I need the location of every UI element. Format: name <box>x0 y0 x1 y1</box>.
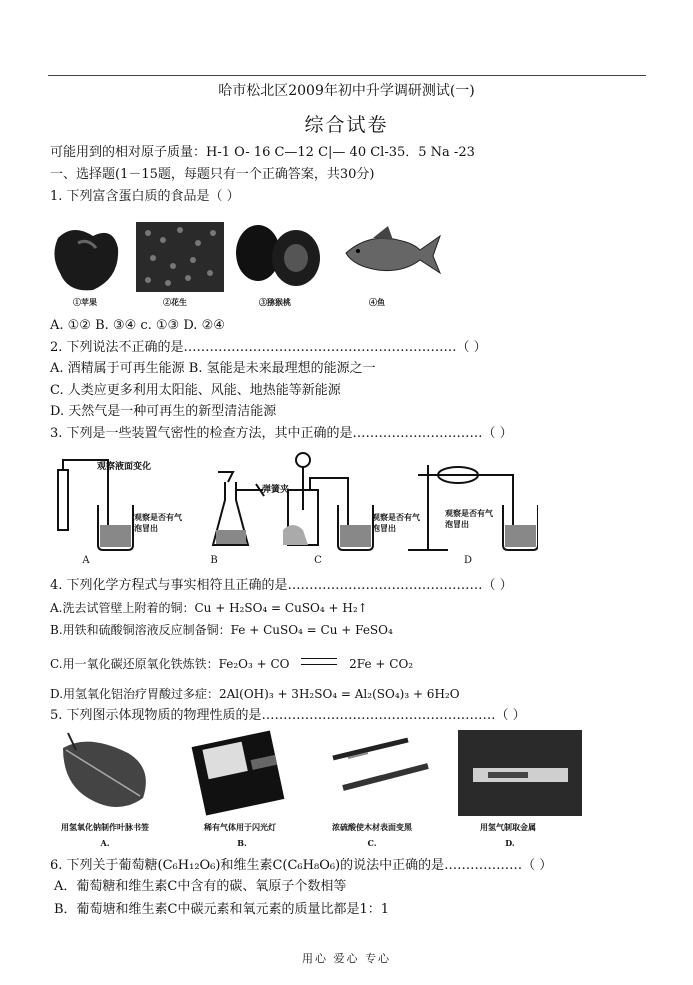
question-6-stem: 6. 下列关于葡萄糖(C₆H₁₂O₆)和维生素C(C₆H₈O₆)的说法中正确的是………………（ ） <box>50 858 553 873</box>
question-6-option-b: B．葡萄塘和维生素C中碳元素和氧元素的质量比都是1：1 <box>54 902 390 917</box>
exam-title: 哈市松北区2009年初中升学调研测试(一) <box>218 83 475 99</box>
question-4-option-b: B.用铁和硫酸铜溶液反应制备铜：Fe + CuSO₄ = Cu + FeSO₄ <box>50 623 393 637</box>
peanut-image <box>136 222 224 292</box>
exam-subtitle: 综合试卷 <box>304 114 389 136</box>
q3-label-observe-level: 观察液面变化 <box>96 462 151 472</box>
q1-food-images <box>48 218 448 300</box>
header-rule <box>48 75 646 76</box>
apple-image <box>54 230 118 290</box>
question-1-options: A. ①② B. ③④ c. ①③ D. ②④ <box>50 318 225 333</box>
q5-letter-c: C. <box>367 838 377 848</box>
q4-c-left: C.用一氧化碳还原氧化铁炼铁：Fe₂O₃ + CO <box>50 657 290 671</box>
question-2-stem: 2. 下列说法不正确的是………………………………………………………（ ） <box>50 340 487 355</box>
kiwi-image <box>236 225 320 286</box>
q5-letter-b: B. <box>237 838 247 848</box>
q1-caption-peanut: ②花生 <box>163 297 187 307</box>
q5-letter-a: A. <box>100 838 110 848</box>
q1-caption-kiwi: ③猕猴桃 <box>259 297 291 307</box>
q3-label-a: A <box>82 555 90 566</box>
hydrogen-reduction-image <box>458 730 582 816</box>
q1-caption-apple: ①苹果 <box>73 297 97 307</box>
page-footer: 用心 爱心 专心 <box>302 952 391 965</box>
q3-label-bubbles-c: 观察是否有气泡冒出 <box>372 512 420 533</box>
q4-c-right: 2Fe + CO₂ <box>349 657 414 671</box>
q3-label-bubbles-d: 观察是否有气泡冒出 <box>445 508 493 529</box>
q1-caption-fish: ④鱼 <box>369 297 385 307</box>
q3-label-b: B <box>210 555 218 566</box>
question-6-option-a: A．葡萄糖和维生素C中含有的碳、氧原子个数相等 <box>54 879 347 894</box>
q5-letter-d: D. <box>505 838 515 848</box>
q5-caption-d: 用氢气制取金属 <box>480 822 536 832</box>
wood-sticks-image <box>333 740 428 788</box>
question-4-option-a: A.洗去试管壁上附着的铜：Cu + H₂SO₄ = CuSO₄ + H₂↑ <box>50 601 368 615</box>
question-4-stem: 4. 下列化学方程式与事实相符且正确的是………………………………………（ ） <box>50 578 513 593</box>
question-2-option-d: D. 天然气是一种可再生的新型清洁能源 <box>50 404 277 419</box>
q5-images <box>48 728 588 820</box>
question-3-stem: 3. 下列是一些装置气密性的检查方法，其中正确的是…………………………（ ） <box>50 426 513 441</box>
fish-image <box>346 226 440 273</box>
question-1-stem: 1. 下列富含蛋白质的食品是（ ） <box>50 189 240 204</box>
q3-label-bubbles-a: 观察是否有气泡冒出 <box>134 512 182 533</box>
q5-caption-b: 稀有气体用于闪光灯 <box>204 822 276 832</box>
equation-equals-bar <box>301 658 337 665</box>
q3-label-d: D <box>463 555 473 566</box>
flashlight-image <box>192 730 285 815</box>
q3-label-c: C <box>314 555 322 566</box>
q5-caption-c: 浓硫酸使木材表面变黑 <box>332 822 412 832</box>
leaf-image <box>63 733 146 807</box>
question-2-options-ab: A. 酒精属于可再生能源 B. 氢能是未来最理想的能源之一 <box>50 361 376 376</box>
question-4-option-d: D.用氢氧化铝治疗胃酸过多症：2Al(OH)₃ + 3H₂SO₄ = Al₂(SO₄)₃ + 6H₂O <box>50 687 460 701</box>
question-5-stem: 5. 下列图示体现物质的物理性质的是………………………………………………（ ） <box>50 708 526 723</box>
section-one-heading: 一、选择题(1－15题，每题只有一个正确答案，共30分) <box>50 167 375 182</box>
atomic-masses: 可能用到的相对原子质量：H-1 O- 16 C—12 C|— 40 Cl-35．5 Na -23 <box>50 145 475 160</box>
question-2-option-c: C. 人类应更多利用太阳能、风能、地热能等新能源 <box>50 383 341 398</box>
question-4-option-c <box>50 656 413 672</box>
q3-label-clamp: 弹簧夹 <box>262 485 290 495</box>
q5-caption-a: 用氢氧化钠制作叶脉书签 <box>61 822 149 832</box>
